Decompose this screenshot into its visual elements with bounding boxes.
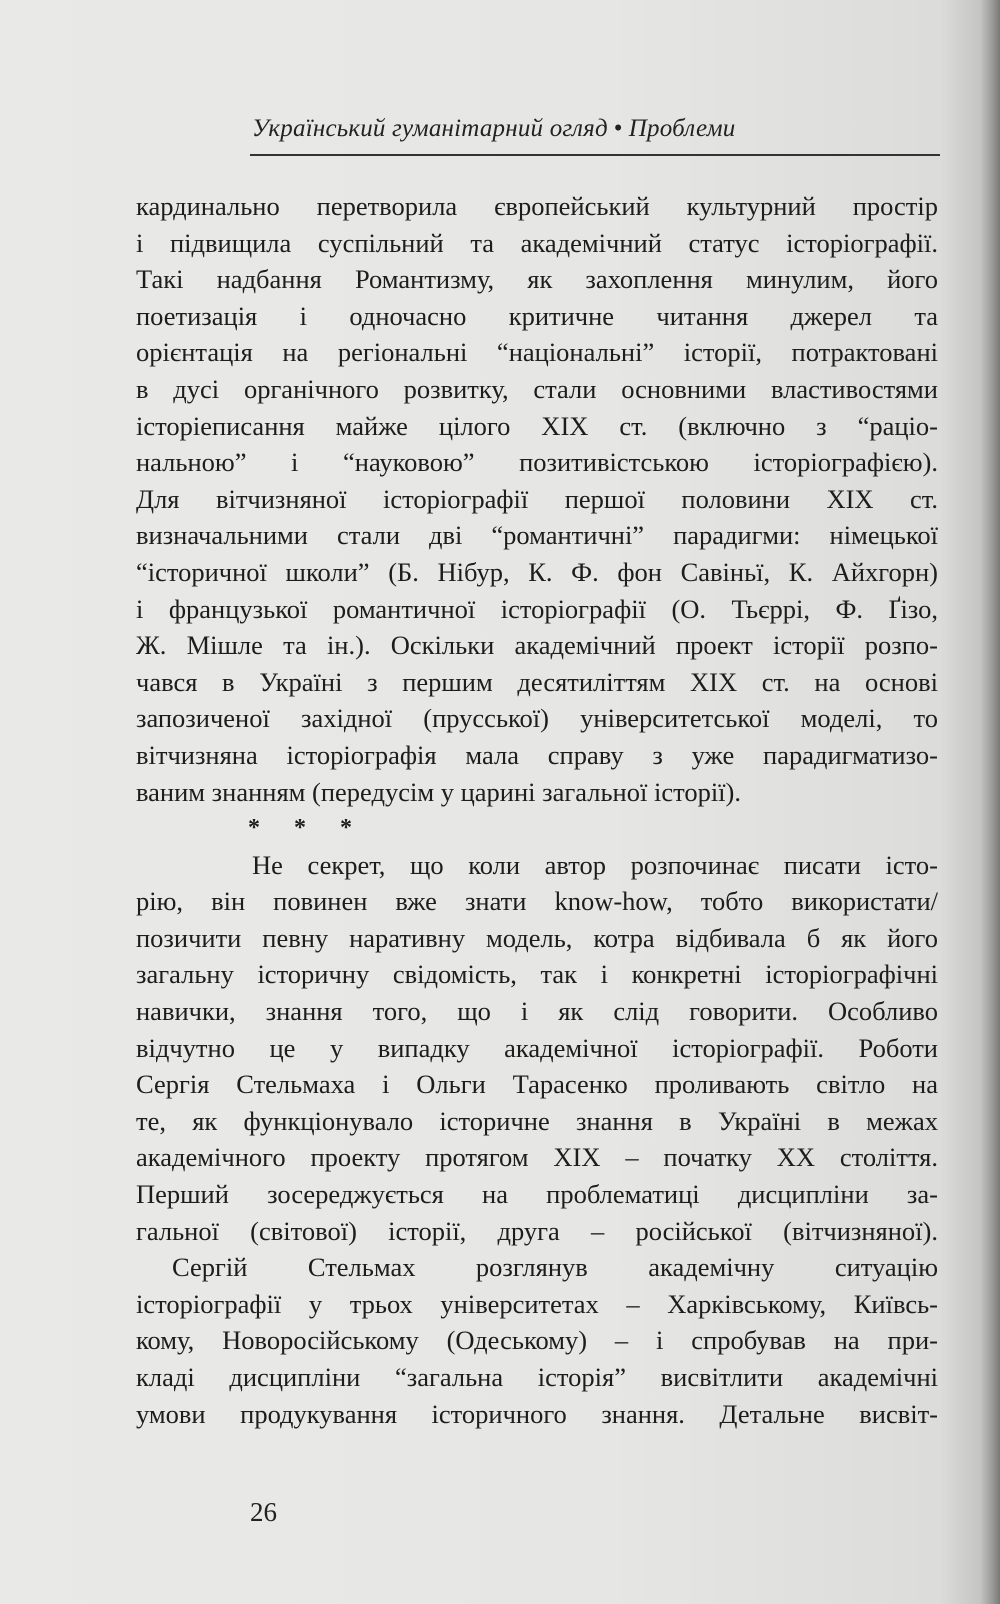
text-line: кому, Новоросійському (Одеському) – і спробував на при- [136,1325,938,1356]
text-line: і французької романтичної історіографії (О. Тьєррі, Ф. Ґізо, [136,593,938,624]
header-rule [250,154,940,156]
page-number: 26 [250,1497,277,1527]
text-line: гальної (світової) історії, друга – російської (вітчизняної). [136,1215,938,1246]
text-line: вітчизняна історіографія мала справу з уже парадигматизо- [136,739,938,770]
text-line: Не секрет, що коли автор розпочинає писати істо- [252,849,938,880]
text-line: Перший зосереджується на проблематиці дисципліни за- [136,1179,938,1210]
text-line: поетизація і одночасно критичне читання джерел та [136,300,938,331]
text-line: запозиченої західної (прусської) університетської моделі, то [136,703,938,734]
running-head [252,114,938,144]
text-line: історіографії у трьох університетах – Харківському, Київсь- [136,1288,938,1319]
text-line: нальною” і “науковою” позитивістською історіографією). [136,447,938,478]
section-break-stars: * * * [248,815,366,842]
text-line: Ж. Мішле та ін.). Оскільки академічний проект історії розпо- [136,630,938,661]
text-line: загальну історичну свідомість, так і конкретні історіографічні [136,959,938,990]
section-title: Проблеми [628,115,736,142]
text-line: визначальними стали дві “романтичні” парадигми: німецької [136,520,938,551]
text-line: умови продукування історичного знання. Детальне висвіт- [136,1398,938,1429]
text-line: в дусі органічного розвитку, стали основними властивостями [136,373,938,404]
text-line: академічного проекту протягом XIX – початку XX століття. [136,1142,938,1173]
text-line: “історичної школи” (Б. Нібур, К. Ф. фон Савіньї, К. Айхгорн) [136,556,938,587]
text-line: позичити певну наративну модель, котра відбивала б як його [136,922,938,953]
text-line: історіеписання майже цілого XIX ст. (включно з “раціо- [136,410,938,441]
text-line: Такі надбання Романтизму, як захоплення минулим, його [136,264,938,295]
text-line: те, як функціонувало історичне знання в Україні в межах [136,1105,938,1136]
text-line: кардинально перетворила європейський культурний простір [136,191,938,221]
bullet-separator: • [613,115,623,142]
text-line: рію, він повинен вже знати know-how, тобто використати/ [136,886,938,917]
text-line: Сергія Стельмаха і Ольги Тарасенко проливають світло на [136,1069,938,1100]
text-line: орієнтація на регіональні “національні” історії, потрактовані [136,337,938,368]
text-line: чався в Україні з першим десятиліттям XIX ст. на основі [136,666,938,697]
spine-shadow [980,0,1000,1604]
journal-title: Український гуманітарний огляд [252,115,608,142]
text-line: і підвищила суспільний та академічний статус історіографії. [136,227,938,258]
text-line: Сергій Стельмах розглянув академічну ситуацію [172,1252,938,1283]
text-line: відчутно це у випадку академічної історіографії. Роботи [136,1032,938,1063]
text-line: ваним знанням (передусім у царині загальної історії). [136,776,741,807]
body-text [136,188,938,1432]
text-line: Для вітчизняної історіографії першої половини XIX ст. [136,483,938,514]
text-line: кладі дисципліни “загальна історія” висвітлити академічні [136,1362,938,1392]
text-line: навички, знання того, що і як слід говорити. Особливо [136,996,938,1027]
